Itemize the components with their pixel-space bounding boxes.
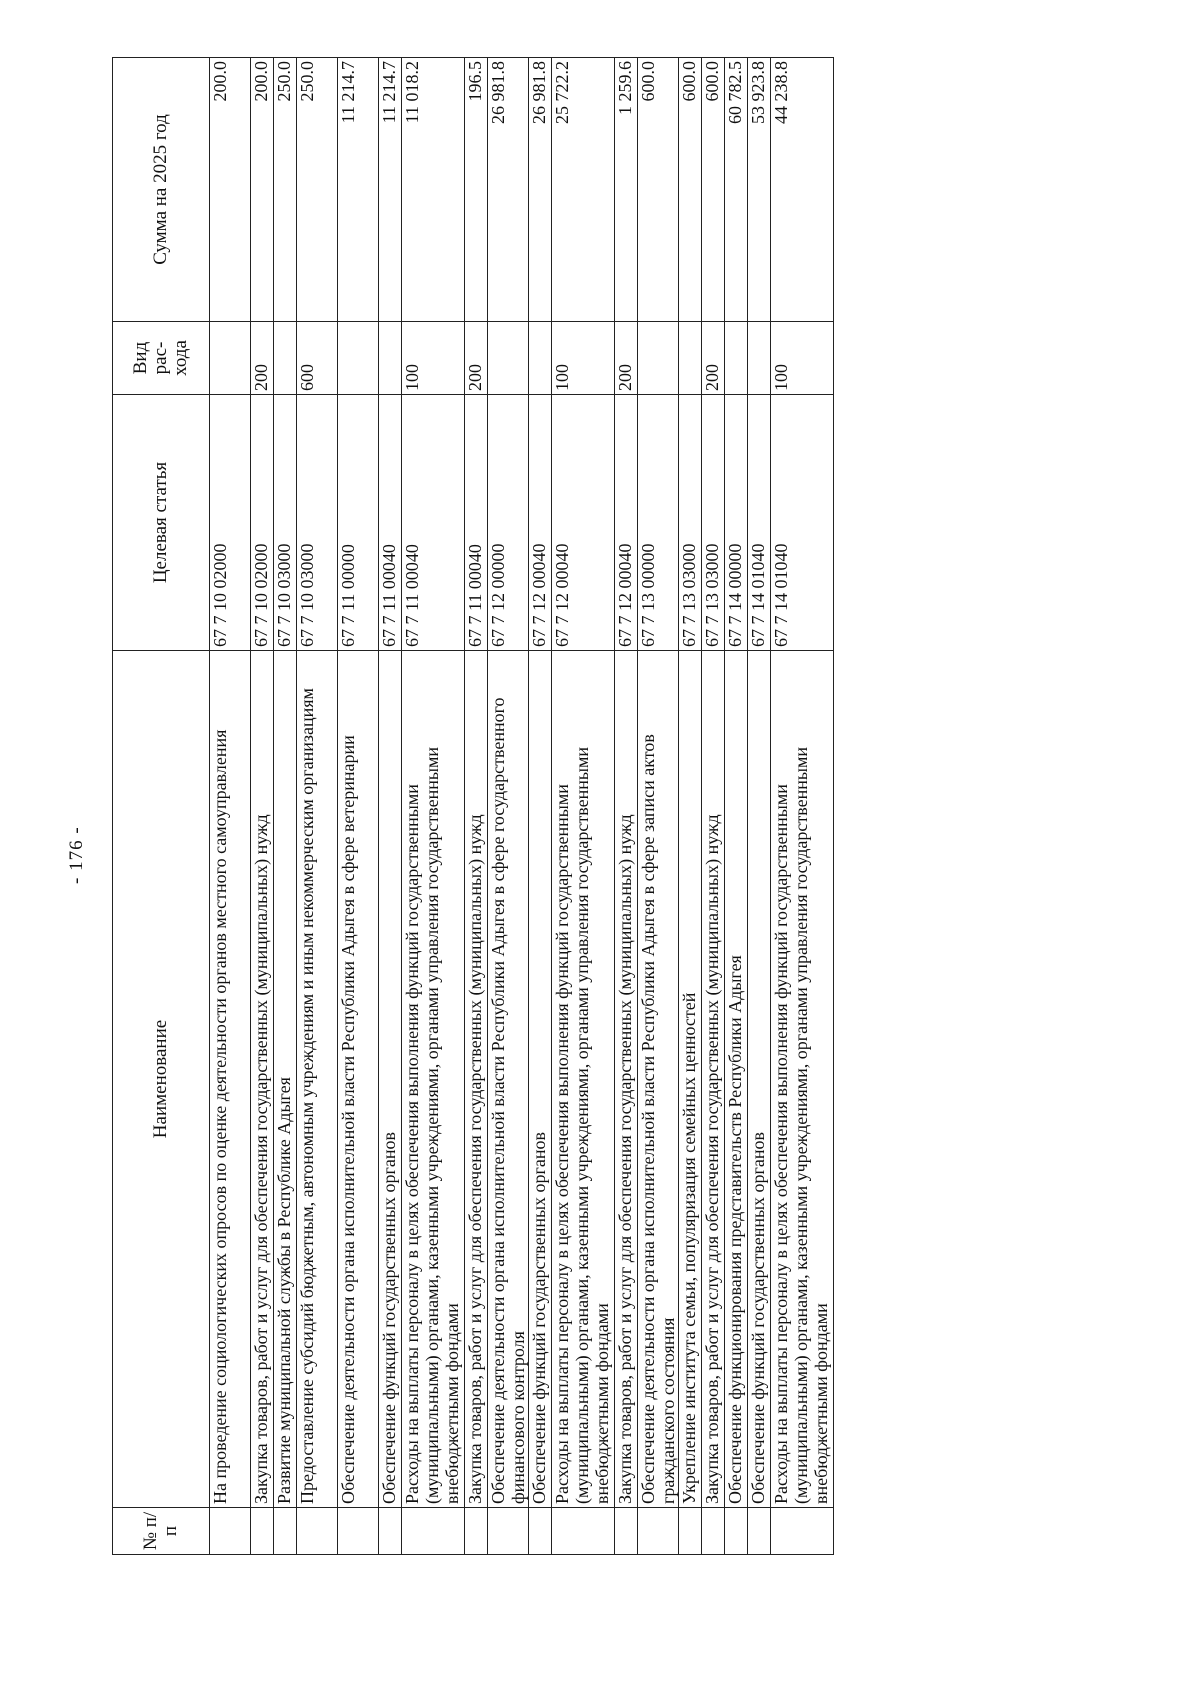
- row-amount: 1 259.6: [615, 58, 638, 322]
- row-code: 67 7 14 01040: [771, 395, 834, 651]
- row-amount: 250.0: [297, 58, 338, 322]
- row-code: 67 7 12 00040: [552, 395, 615, 651]
- row-name: Обеспечение функций государственных органов: [529, 651, 552, 1508]
- row-num: [297, 1508, 338, 1555]
- row-type: [638, 322, 679, 395]
- row-amount: 200.0: [251, 58, 274, 322]
- row-name: Закупка товаров, работ и услуг для обеспечения государственных (муниципальных) нужд: [702, 651, 725, 1508]
- row-num: [748, 1508, 771, 1555]
- row-type: 100: [402, 322, 465, 395]
- row-amount: 196.5: [465, 58, 488, 322]
- table-row: [771, 58, 834, 1555]
- row-type: 600: [297, 322, 338, 395]
- row-num: [725, 1508, 748, 1555]
- table-row: [379, 58, 402, 1555]
- row-name: На проведение социологических опросов по оценке деятельности органов местного самоуправления: [210, 651, 251, 1508]
- table-row: [638, 58, 679, 1555]
- row-type: 200: [702, 322, 725, 395]
- header-num: № п/п: [113, 1508, 210, 1555]
- row-type: 100: [552, 322, 615, 395]
- row-type: 200: [615, 322, 638, 395]
- row-name: Развитие муниципальной службы в Республике Адыгея: [274, 651, 297, 1508]
- row-type: [274, 322, 297, 395]
- row-amount: 44 238.8: [771, 58, 834, 322]
- row-type: [210, 322, 251, 395]
- row-type: [748, 322, 771, 395]
- row-type: 200: [465, 322, 488, 395]
- row-num: [488, 1508, 529, 1555]
- row-code: 67 7 11 00000: [338, 395, 379, 651]
- table-row: [465, 58, 488, 1555]
- row-code: 67 7 13 00000: [638, 395, 679, 651]
- row-name: Расходы на выплаты персоналу в целях обеспечения выполнения функций государственными (муниципальными) органами, казенными учреждениями, органами управления государственными внебюджетными фондами: [552, 651, 615, 1508]
- table-row: [615, 58, 638, 1555]
- row-type: [338, 322, 379, 395]
- table-row: [725, 58, 748, 1555]
- row-code: 67 7 10 02000: [210, 395, 251, 651]
- row-amount: 11 018.2: [402, 58, 465, 322]
- row-name: Укрепление института семьи, популяризация семейных ценностей: [679, 651, 702, 1508]
- row-amount: 25 722.2: [552, 58, 615, 322]
- row-amount: 600.0: [638, 58, 679, 322]
- row-code: 67 7 12 00040: [615, 395, 638, 651]
- row-name: Закупка товаров, работ и услуг для обеспечения государственных (муниципальных) нужд: [251, 651, 274, 1508]
- table-row: [488, 58, 529, 1555]
- header-code: Целевая статья: [113, 395, 210, 651]
- table-row: [402, 58, 465, 1555]
- row-amount: 26 981.8: [529, 58, 552, 322]
- row-code: 67 7 13 03000: [679, 395, 702, 651]
- row-amount: 250.0: [274, 58, 297, 322]
- row-name: Обеспечение деятельности органа исполнительной власти Республики Адыгея в сфере государственного финансового контроля: [488, 651, 529, 1508]
- row-num: [402, 1508, 465, 1555]
- table-row: [552, 58, 615, 1555]
- row-code: 67 7 12 00040: [529, 395, 552, 651]
- row-num: [251, 1508, 274, 1555]
- table-header-row: [113, 58, 210, 1555]
- row-name: Обеспечение функций государственных органов: [379, 651, 402, 1508]
- row-code: 67 7 11 00040: [402, 395, 465, 651]
- row-amount: 600.0: [702, 58, 725, 322]
- row-num: [379, 1508, 402, 1555]
- row-num: [274, 1508, 297, 1555]
- table-row: [251, 58, 274, 1555]
- row-num: [529, 1508, 552, 1555]
- row-type: [488, 322, 529, 395]
- row-amount: 11 214.7: [379, 58, 402, 322]
- row-num: [615, 1508, 638, 1555]
- row-name: Закупка товаров, работ и услуг для обеспечения государственных (муниципальных) нужд: [615, 651, 638, 1508]
- row-amount: 11 214.7: [338, 58, 379, 322]
- table-row: [702, 58, 725, 1555]
- row-code: 67 7 12 00000: [488, 395, 529, 651]
- row-amount: 200.0: [210, 58, 251, 322]
- table-row: [679, 58, 702, 1555]
- row-num: [638, 1508, 679, 1555]
- row-name: Закупка товаров, работ и услуг для обеспечения государственных (муниципальных) нужд: [465, 651, 488, 1508]
- row-code: 67 7 11 00040: [379, 395, 402, 651]
- row-type: 200: [251, 322, 274, 395]
- row-num: [552, 1508, 615, 1555]
- row-name: Обеспечение деятельности органа исполнительной власти Республики Адыгея в сфере ветеринарии: [338, 651, 379, 1508]
- row-code: 67 7 14 00000: [725, 395, 748, 651]
- row-name: Обеспечение функций государственных органов: [748, 651, 771, 1508]
- row-code: 67 7 11 00040: [465, 395, 488, 651]
- page-number: - 176 -: [66, 826, 87, 884]
- row-type: [529, 322, 552, 395]
- table-row: [210, 58, 251, 1555]
- header-amount: Сумма на 2025 год: [113, 58, 210, 322]
- row-code: 67 7 10 03000: [297, 395, 338, 651]
- row-code: 67 7 14 01040: [748, 395, 771, 651]
- row-num: [702, 1508, 725, 1555]
- row-type: [725, 322, 748, 395]
- header-type: Вид рас-хода: [113, 322, 210, 395]
- row-code: 67 7 10 02000: [251, 395, 274, 651]
- row-num: [210, 1508, 251, 1555]
- row-amount: 26 981.8: [488, 58, 529, 322]
- row-type: [379, 322, 402, 395]
- row-code: 67 7 13 03000: [702, 395, 725, 651]
- table-row: [297, 58, 338, 1555]
- row-num: [679, 1508, 702, 1555]
- budget-table: [112, 57, 834, 1555]
- row-amount: 53 923.8: [748, 58, 771, 322]
- table-row: [529, 58, 552, 1555]
- table-row: [338, 58, 379, 1555]
- row-num: [465, 1508, 488, 1555]
- row-name: Обеспечение функционирования представительств Республики Адыгея: [725, 651, 748, 1508]
- header-name: Наименование: [113, 651, 210, 1508]
- row-name: Расходы на выплаты персоналу в целях обеспечения выполнения функций государственными (муниципальными) органами, казенными учреждениями, органами управления государственными внебюджетными фондами: [402, 651, 465, 1508]
- row-code: 67 7 10 03000: [274, 395, 297, 651]
- row-type: 100: [771, 322, 834, 395]
- row-name: Обеспечение деятельности органа исполнительной власти Республики Адыгея в сфере записи актов гражданского состояния: [638, 651, 679, 1508]
- row-amount: 600.0: [679, 58, 702, 322]
- row-amount: 60 782.5: [725, 58, 748, 322]
- row-name: Расходы на выплаты персоналу в целях обеспечения выполнения функций государственными (муниципальными) органами, казенными учреждениями, органами управления государственными внебюджетными фондами: [771, 651, 834, 1508]
- table-row: [748, 58, 771, 1555]
- row-type: [679, 322, 702, 395]
- table-row: [274, 58, 297, 1555]
- row-name: Предоставление субсидий бюджетным, автономным учреждениям и иным некоммерческим организациям: [297, 651, 338, 1508]
- row-num: [771, 1508, 834, 1555]
- row-num: [338, 1508, 379, 1555]
